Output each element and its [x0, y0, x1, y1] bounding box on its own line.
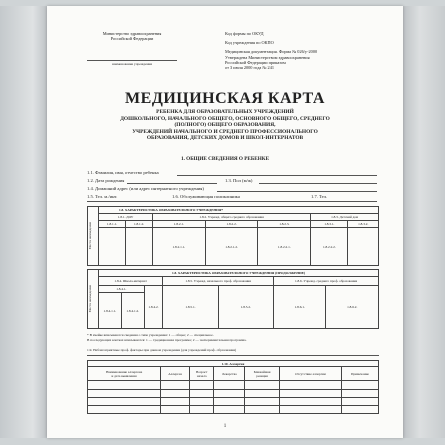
table1-subcell[interactable]: 1.8.2.2.2.	[311, 228, 348, 266]
table1-cell[interactable]: 1.8.2.1.	[153, 221, 206, 228]
table2-cell[interactable]: 1.8.6.2.	[326, 286, 379, 329]
allergy-header: Отсутствие аллергии	[280, 367, 342, 381]
table1-cell[interactable]: 1.8.1.2.	[126, 221, 153, 228]
field-clinic-phone[interactable]: 1.7. Тел.	[311, 194, 328, 199]
allergy-header: Наименование аллергена и дата выявления	[88, 367, 161, 381]
institution-line	[87, 55, 177, 61]
table2-cell[interactable]: 1.8.5.2.	[218, 286, 273, 329]
line-sex	[259, 183, 377, 184]
document-page	[47, 6, 403, 438]
line-fullname	[177, 175, 377, 176]
factors-line	[87, 355, 379, 356]
line-extra	[87, 201, 377, 202]
okud-label: Код формы по ОКУД	[225, 31, 264, 36]
table2-subcell[interactable]: 1.8.4.1.1.	[99, 293, 122, 329]
table2-group-primary-prof: 1.8.5. Учрежд. начального проф. образования	[163, 277, 274, 286]
approval-line-1: Утверждена Министерством здравоохранения	[225, 55, 310, 60]
allergy-caption: 1.10. Аллергия	[88, 361, 379, 367]
footnote-1: * В ячейке вписываются сведения о типе учреждения: 1 — общее; 2 — специальное.	[87, 333, 214, 337]
approval-line-2: Российской Федерации приказом	[225, 60, 286, 65]
table2-cell[interactable]: 1.8.4.2.	[144, 286, 163, 329]
line-address	[217, 191, 377, 192]
table1-subcell[interactable]: 1.8.2.1.2.	[205, 228, 258, 266]
section-heading: 1. ОБЩИЕ СВЕДЕНИЯ О РЕБЕНКЕ	[180, 156, 270, 162]
table1-cell[interactable]: 1.8.2.2.	[205, 221, 258, 228]
allergy-table	[87, 360, 379, 414]
page-shadow-left	[0, 6, 47, 438]
field-clinic[interactable]: 1.6. Обслуживающая поликлиника	[172, 194, 240, 199]
table2-group-boarding: 1.8.4. Школа-интернат	[99, 277, 163, 286]
approval-line-3: от 3 июля 2000 года № 241	[225, 65, 274, 70]
allergy-header: Возраст начала	[189, 367, 214, 381]
table1-cell[interactable]: 1.8.3.2.	[348, 221, 379, 228]
allergy-header: Аллерген	[161, 367, 190, 381]
document-title: МЕДИЦИНСКАЯ КАРТА	[125, 90, 325, 107]
allergy-header: Примечание	[341, 367, 378, 381]
institution-table	[87, 206, 379, 266]
table1-group-dou: 1.8.1. ДОУ	[99, 214, 153, 221]
unfavorable-factors-label: 1.9. Неблагоприятные проф. факторы при данном учреждении (для учреждений проф. образования)	[87, 348, 237, 352]
field-fullname[interactable]: 1.1. Фамилия, имя, отчество ребенка	[87, 170, 159, 175]
field-sex[interactable]: 1.3. Пол (м/ж)	[225, 178, 253, 183]
page-shadow-right	[403, 6, 445, 438]
field-address[interactable]: 1.4. Домашний адрес (или адрес интернатного учреждения)	[87, 186, 204, 191]
institution-caption: наименование учреждения	[112, 62, 152, 66]
ministry-name: Министерство здравоохранения Российской Федерации	[102, 31, 162, 42]
table2-group-secondary-prof: 1.8.6. Учрежд. среднего проф. образования	[273, 277, 378, 286]
table1-group-school: 1.8.2. Учрежд. общего среднего образования	[153, 214, 311, 221]
institution-table-continued	[87, 269, 379, 329]
document-subtitle: РЕБЕНКА ДЛЯ ОБРАЗОВАТЕЛЬНЫХ УЧРЕЖДЕНИЙ ДОШКОЛЬНОГО, НАЧАЛЬНОГО ОБЩЕГО, ОСНОВНОГО ОБЩЕГО, СРЕДНЕГО (ПОЛНОГО) ОБЩЕГО ОБРАЗОВАНИЯ, УЧРЕЖДЕНИЙ НАЧАЛЬНОГО И СРЕДНЕГО ПРОФЕССИОНАЛЬНОГО ОБРАЗОВАНИЯ, ДЕТСКИХ ДОМОВ И ШКОЛ-ИНТЕРНАТОВ	[120, 109, 330, 142]
footnote-2: В последующих клетках вписываются: 1 — традиционная программа; 2 — экспериментальная программа.	[87, 338, 247, 342]
table1-cell[interactable]: 1.8.3.1.	[311, 221, 348, 228]
table2-side-label: Место нахождения	[88, 285, 92, 313]
table1-side-label: Место нахождения	[88, 222, 92, 250]
page-number: 1	[223, 424, 227, 429]
table2-cell[interactable]: 1.8.5.1.	[163, 286, 218, 329]
field-phone[interactable]: 1.5. Тел. м./инт.	[87, 194, 118, 199]
table1-cell[interactable]: 1.8.1.1.	[99, 221, 126, 228]
table2-cell[interactable]: 1.8.4.1.	[99, 286, 145, 293]
table2-subcell[interactable]: 1.8.4.1.2.	[121, 293, 144, 329]
allergy-header: Лекарства	[214, 367, 245, 381]
allergy-header: Ближайшая реакция	[245, 367, 280, 381]
table1-caption: 1.8. ХАРАКТЕРИСТИКА ОБРАЗОВАТЕЛЬНОГО УЧРЕЖДЕНИЯ*	[99, 207, 379, 214]
field-birthdate[interactable]: 1.2. Дата рождения	[87, 178, 125, 183]
form-number: Медицинская документация. Форма № 026/у-2000	[225, 49, 318, 54]
okpo-label: Код учреждения по ОКПО	[225, 40, 274, 45]
table1-cell[interactable]: 1.8.2.3.	[258, 221, 311, 228]
table1-subcell[interactable]: 1.8.2.2.1.	[258, 228, 311, 266]
table1-subcell[interactable]: 1.8.2.1.1.	[153, 228, 206, 266]
table2-caption: 1.8. ХАРАКТЕРИСТИКА ОБРАЗОВАТЕЛЬНОГО УЧРЕЖДЕНИЯ (ПРОДОЛЖЕНИЕ)	[99, 270, 379, 277]
table2-cell[interactable]: 1.8.6.1.	[273, 286, 325, 329]
table1-group-orphanage: 1.8.3. Детский дом	[311, 214, 379, 221]
line-birthdate	[127, 183, 217, 184]
